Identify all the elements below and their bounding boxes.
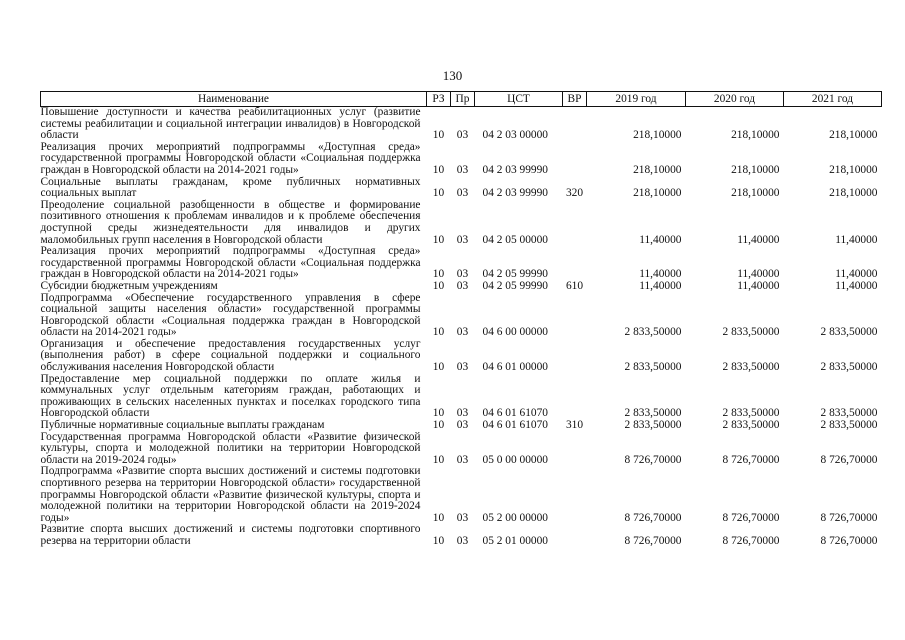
row-2020: 2 833,50000 [722,419,780,432]
row-cst: 04 2 05 99990 [482,279,548,292]
row-name: Социальные выплаты гражданам, кроме публичных нормативных социальных выплат [40,175,421,200]
row-2021: 8 726,70000 [820,534,878,547]
row-vr [563,200,587,246]
row-name: Реализация прочих мероприятий подпрограммы «Доступная среда» государственной программы Новгородской области «Социальная поддержка граждан в Новгородской области на 2014-2021 годы» [40,140,421,176]
row-2020: 11,40000 [737,233,780,246]
row-name: Предоставление мер социальной поддержки по оплате жилья и коммунальных услуг отдельным категориям граждан, работающих и проживающих в сельских населенных пунктах и поселках городского типа Новгородской области [40,372,421,420]
row-2021: 2 833,50000 [820,419,878,432]
table-row [41,339,882,374]
row-2021: 2 833,50000 [820,361,878,374]
row-2021: 218,10000 [829,187,878,200]
row-pr: 03 [456,187,469,200]
row-pr: 03 [456,268,469,281]
row-name: Реализация прочих мероприятий подпрограммы «Доступная среда» государственной программы Новгородской области «Социальная поддержка граждан в Новгородской области на 2014-2021 годы» [40,245,421,281]
row-2020: 8 726,70000 [722,534,780,547]
row-name: Организация и обеспечение предоставления государственных услуг (выполнения работ) в сфере социальной поддержки и социального обслуживания населения Новгородской области [40,337,421,374]
row-pr: 03 [456,534,469,547]
row-vr: 310 [565,419,584,432]
row-cst: 04 6 01 61070 [482,407,548,420]
row-2020: 8 726,70000 [722,453,780,466]
header-vr: ВР [563,92,587,107]
row-cst: 04 2 03 99990 [482,187,548,200]
header-rz: РЗ [427,92,451,107]
table-row [41,107,882,142]
row-2019: 2 833,50000 [624,326,682,339]
row-2021: 11,40000 [835,233,878,246]
row-cst: 05 0 00 00000 [482,453,548,466]
row-2021: 218,10000 [829,129,878,142]
table-row [41,142,882,177]
row-rz: 10 [432,129,445,142]
row-rz: 10 [432,534,445,547]
row-pr: 03 [456,511,469,524]
row-vr [563,339,587,374]
row-2019: 11,40000 [639,268,682,281]
row-name: Развитие спорта высших достижений и системы подготовки спортивного резерва на территории области [40,523,421,547]
header-2021: 2021 год [784,92,882,107]
row-2020: 11,40000 [737,279,780,292]
row-pr: 03 [456,326,469,339]
row-2019: 2 833,50000 [624,419,682,432]
header-2020: 2020 год [686,92,784,107]
row-2020: 218,10000 [731,187,780,200]
row-vr [563,107,587,142]
row-pr: 03 [456,163,469,176]
row-rz: 10 [432,279,445,292]
row-2019: 218,10000 [633,187,682,200]
table-row [41,177,882,200]
row-name: Публичные нормативные социальные выплаты гражданам [40,419,325,432]
row-2020: 2 833,50000 [722,326,780,339]
row-name: Повышение доступности и качества реабилитационных услуг (развитие системы реабилитации и социальной интеграции инвалидов) в Новгородской области [40,106,421,142]
table-row [41,466,882,524]
table-header-row [41,92,882,107]
table-body [41,107,882,548]
header-pr: Пр [451,92,475,107]
row-name: Подпрограмма «Обеспечение государственного управления в сфере социальной защиты населения области» государственной программы Новгородской области «Социальная поддержка граждан в Новгородской области на 2014-2021 годы» [40,291,421,339]
row-vr [563,466,587,524]
row-rz: 10 [432,233,445,246]
table-row [41,524,882,547]
row-2020: 218,10000 [731,163,780,176]
row-2021: 218,10000 [829,163,878,176]
row-2019: 2 833,50000 [624,361,682,374]
row-pr: 03 [456,233,469,246]
row-cst: 04 2 03 00000 [482,129,548,142]
row-2021: 11,40000 [835,279,878,292]
row-2019: 8 726,70000 [624,534,682,547]
row-pr: 03 [456,407,469,420]
row-cst: 04 2 03 99990 [482,163,548,176]
row-name: Государственная программа Новгородской области «Развитие физической культуры, спорта и молодежной политики на территории Новгородской области на 2019-2024 годы» [40,430,421,466]
row-rz: 10 [432,407,445,420]
row-rz: 10 [432,268,445,281]
row-vr [563,374,587,420]
row-2021: 2 833,50000 [820,326,878,339]
row-rz: 10 [432,163,445,176]
row-name: Субсидии бюджетным учреждениям [40,279,218,292]
row-2019: 11,40000 [639,279,682,292]
header-name: Наименование [41,92,427,107]
row-2019: 2 833,50000 [624,407,682,420]
row-pr: 03 [456,129,469,142]
table-row [41,432,882,467]
header-cst: ЦСТ [475,92,563,107]
row-2020: 11,40000 [737,268,780,281]
row-cst: 05 2 00 00000 [482,511,548,524]
row-2020: 2 833,50000 [722,407,780,420]
row-2019: 218,10000 [633,129,682,142]
row-vr: 320 [565,187,584,200]
row-cst: 04 6 00 00000 [482,326,548,339]
table-row [41,293,882,339]
header-2019: 2019 год [587,92,686,107]
row-2021: 8 726,70000 [820,511,878,524]
table-row [41,200,882,246]
row-name: Преодоление социальной разобщенности в обществе и формирование позитивного отношения к проблемам инвалидов и к проблеме обеспечения доступной среды жизнедеятельности для инвалидов и других маломобильных групп населения в Новгородской области [40,198,421,246]
row-vr [563,432,587,467]
row-vr [563,142,587,177]
row-vr [563,246,587,281]
row-2019: 11,40000 [639,233,682,246]
table-row [41,246,882,281]
row-rz: 10 [432,453,445,466]
row-2019: 8 726,70000 [624,453,682,466]
row-rz: 10 [432,326,445,339]
row-vr [563,293,587,339]
row-rz: 10 [432,419,445,432]
row-2021: 2 833,50000 [820,407,878,420]
table-row [41,374,882,420]
row-cst: 05 2 01 00000 [482,534,548,547]
table-row [41,281,882,293]
row-pr: 03 [456,361,469,374]
row-rz: 10 [432,511,445,524]
row-pr: 03 [456,453,469,466]
budget-table [40,91,882,548]
page-number: 130 [442,68,463,83]
row-2020: 2 833,50000 [722,361,780,374]
row-pr: 03 [456,279,469,292]
row-vr: 610 [565,279,584,292]
row-cst: 04 2 05 00000 [482,233,548,246]
row-2019: 8 726,70000 [624,511,682,524]
row-2020: 8 726,70000 [722,511,780,524]
row-2021: 11,40000 [835,268,878,281]
row-cst: 04 6 01 61070 [482,419,548,432]
row-2020: 218,10000 [731,129,780,142]
row-rz: 10 [432,187,445,200]
row-2019: 218,10000 [633,163,682,176]
row-cst: 04 2 05 99990 [482,268,548,281]
row-pr: 03 [456,419,469,432]
row-rz: 10 [432,361,445,374]
row-2021: 8 726,70000 [820,453,878,466]
row-vr [563,524,587,547]
row-cst: 04 6 01 00000 [482,361,548,374]
table-row [41,420,882,432]
row-name: Подпрограмма «Развитие спорта высших достижений и системы подготовки спортивного резерва на территории Новгородской области» государственной программы Новгородской области «Развитие физической культуры, спорта и молодежной политики на территории Новгородской области на 2019-2024 годы» [40,465,421,524]
